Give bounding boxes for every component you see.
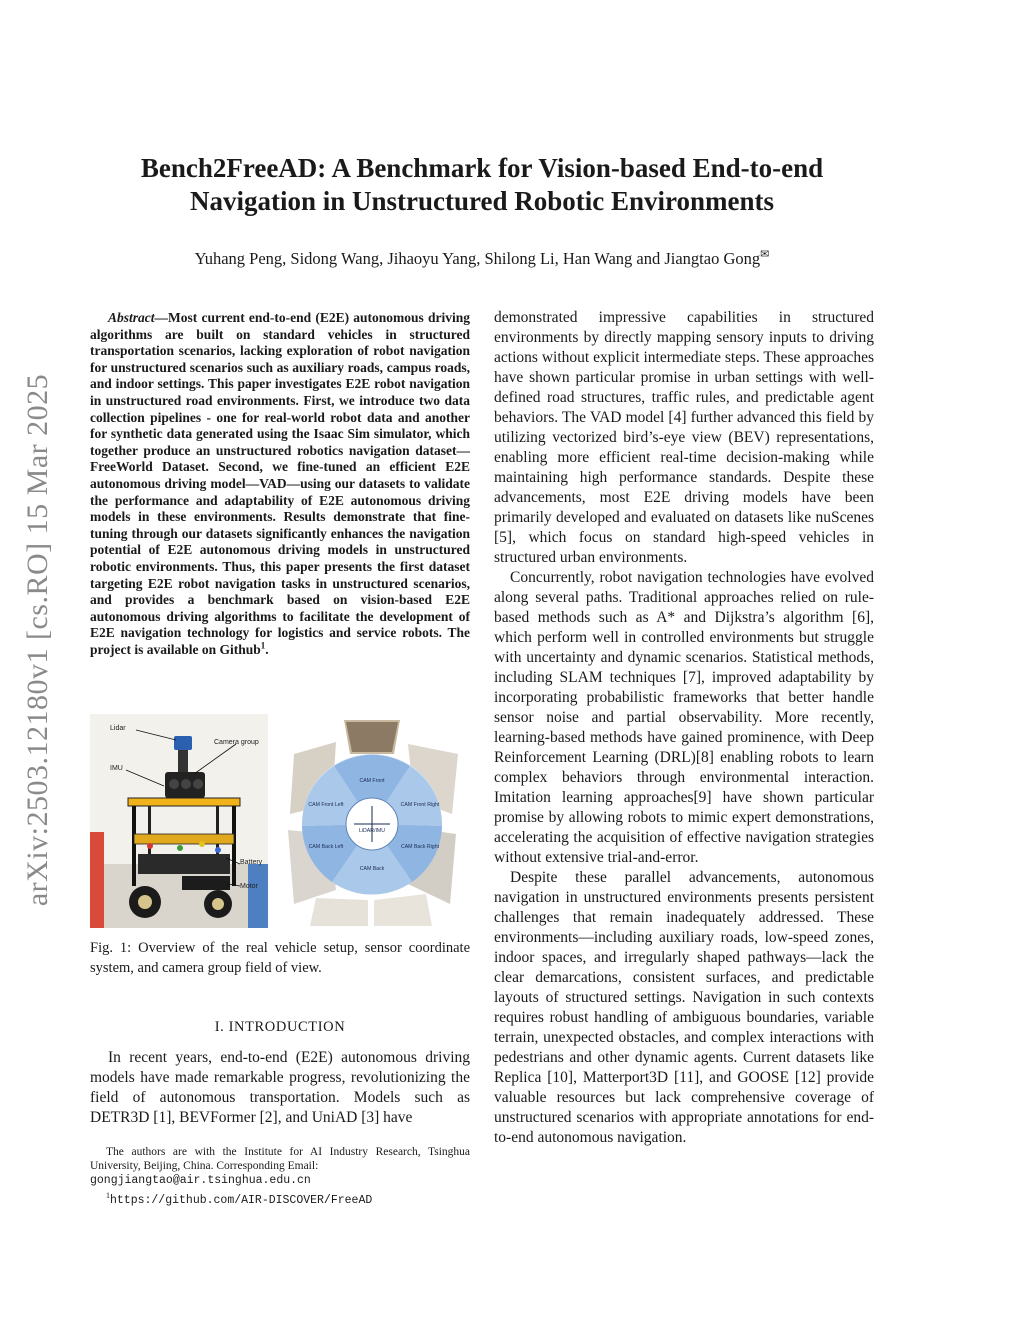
abstract-dash: — <box>154 310 169 325</box>
title-line-1: Bench2FreeAD: A Benchmark for Vision-based End-to-end <box>140 153 824 183</box>
author-list <box>90 248 874 270</box>
paper-title <box>90 152 874 218</box>
label-cam-front-left: CAM Front Left <box>308 802 344 808</box>
title-line-2: Navigation in Unstructured Robotic Environments <box>189 186 775 216</box>
abstract <box>90 310 470 658</box>
intro-paragraph: In recent years, end-to-end (E2E) autonomous driving models have made remarkable progress, revolutionizing the field of autonomous transportation. Models such as DETR3D [1], BEVFormer [2], and UniAD [3] have <box>90 1049 470 1126</box>
label-imu: IMU <box>110 765 123 772</box>
affiliation-text: The authors are with the Institute for AI Industry Research, Tsinghua University, Beijing, China. Corresponding Email: <box>90 1146 470 1173</box>
label-camera-group: Camera group <box>214 739 259 746</box>
label-cam-front-right: CAM Front Right <box>400 802 440 808</box>
abstract-end: . <box>265 641 269 657</box>
footnote-link <box>90 1189 470 1208</box>
right-paragraph-2: Concurrently, robot navigation technologies have evolved along several paths. Traditional approaches relied on rule-based methods such as A* and Dijkstra’s algorithm [6], which perform well in controlled environments but struggle with uncertainty and dynamic scenarios. Statistical methods, including SLAM techniques [7], improved adaptability by incorporating probabilistic frameworks that better handle sensor noise and partial observability. More recently, learning-based methods have gained prominence, with Deep Reinforcement Learning (DRL)[8] enabling robots to learn complex behaviors through environmental interaction. Imitation learning approaches[9] have shown particular promise by allowing robots to mimic expert demonstrations, accelerating the acquisition of effective navigation strategies without extensive trial-and-error. <box>494 569 874 866</box>
label-lidar: Lidar <box>110 725 126 732</box>
robot-illustration <box>90 714 268 928</box>
label-cam-front: CAM Front <box>359 778 385 784</box>
arxiv-stamp-text: arXiv:2503.12180v1 [cs.RO] 15 Mar 2025 <box>21 373 54 907</box>
label-motor: Motor <box>240 883 258 890</box>
camera-fov-diagram <box>274 714 470 928</box>
footnote-number: 1 <box>106 1190 110 1200</box>
label-cam-back-right: CAM Back Right <box>400 844 440 850</box>
right-column <box>494 308 874 1148</box>
footnote-ref: 1 <box>260 640 266 651</box>
author-email[interactable]: gongjiangtao@air.tsinghua.edu.cn <box>90 1174 311 1188</box>
figure-caption: Fig. 1: Overview of the real vehicle setup, sensor coordinate system, and camera group field of view. <box>90 940 470 976</box>
label-cam-back-left: CAM Back Left <box>308 844 344 850</box>
github-link[interactable]: https://github.com/AIR-DISCOVER/FreeAD <box>110 1193 373 1207</box>
label-battery: Battery <box>240 859 263 866</box>
robot-photo <box>90 714 268 928</box>
label-lidar-imu: LiDAR/IMU <box>359 828 385 834</box>
footnote-affiliation <box>90 1145 470 1189</box>
abstract-body: Most current end-to-end (E2E) autonomous driving algorithms are built on standard vehicles in structured transportation scenarios, lacking exploration of robot navigation for unstructured scenarios such as auxiliary roads, campus roads, and indoor settings. This paper investigates E2E robot navigation in unstructured road environments. First, we introduce two data collection pipelines - one for real-world robot data and another for synthetic data generated using the Isaac Sim simulator, which together produce an unstructured robotics navigation dataset—FreeWorld Dataset. Second, we fine-tuned an efficient E2E autonomous driving model—VAD—using our datasets to validate the performance and adaptability of E2E autonomous driving models in these environments. Results demonstrate that fine-tuning through our datasets significantly enhances the navigation potential of E2E autonomous driving models in unstructured robotic environments. Thus, this paper presents the first dataset targeting E2E robot navigation tasks in unstructured scenarios, and provides a benchmark based on vision-based E2E autonomous driving algorithms to facilitate the development of E2E navigation technology for logistics and service robots. The project is available on Github <box>90 310 470 657</box>
author-names: Yuhang Peng, Sidong Wang, Jihaoyu Yang, Shilong Li, Han Wang and Jiangtao Gong <box>194 249 761 268</box>
camera-fov-illustration <box>274 714 470 928</box>
abstract-lead: Abstract <box>108 310 155 325</box>
section-heading: I. INTRODUCTION <box>214 1019 346 1035</box>
label-cam-back: CAM Back <box>359 866 385 872</box>
footnotes <box>90 1145 470 1208</box>
envelope-icon: ✉ <box>760 248 770 261</box>
figure-1 <box>90 714 470 930</box>
right-paragraph-1: demonstrated impressive capabilities in structured environments by directly mapping sensory inputs to driving actions without explicit intermediate steps. These approaches have shown particular promise in urban settings with well-defined road structures, traffic rules, and predictable agent behaviors. The VAD model [4] further advanced this field by utilizing vectorized bird’s-eye view (BEV) representations, enabling more efficient real-time decision-making while maintaining high performance standards. Despite these advancements, most E2E driving models have been primarily developed and evaluated on datasets like nuScenes [5], which focus on standard high-speed vehicles in structured urban environments. <box>494 309 874 566</box>
right-paragraph-3: Despite these parallel advancements, autonomous navigation in unstructured environments presents persistent challenges that remain inadequately addressed. These environments—including auxiliary roads, low-speed zones, indoor spaces, and irregularly shaped pathways—lack the clear demarcations, consistent surfaces, and predictable layouts of structured settings. Navigation in such contexts requires robust handling of ambiguous boundaries, variable terrain, unexpected obstacles, and complex interactions with pedestrians and other dynamic agents. Current datasets like Replica [10], Matterport3D [11], and GOOSE [12] provide valuable resources but lack comprehensive coverage of unstructured scenarios with appropriate annotations for end-to-end autonomous navigation. <box>494 869 874 1146</box>
